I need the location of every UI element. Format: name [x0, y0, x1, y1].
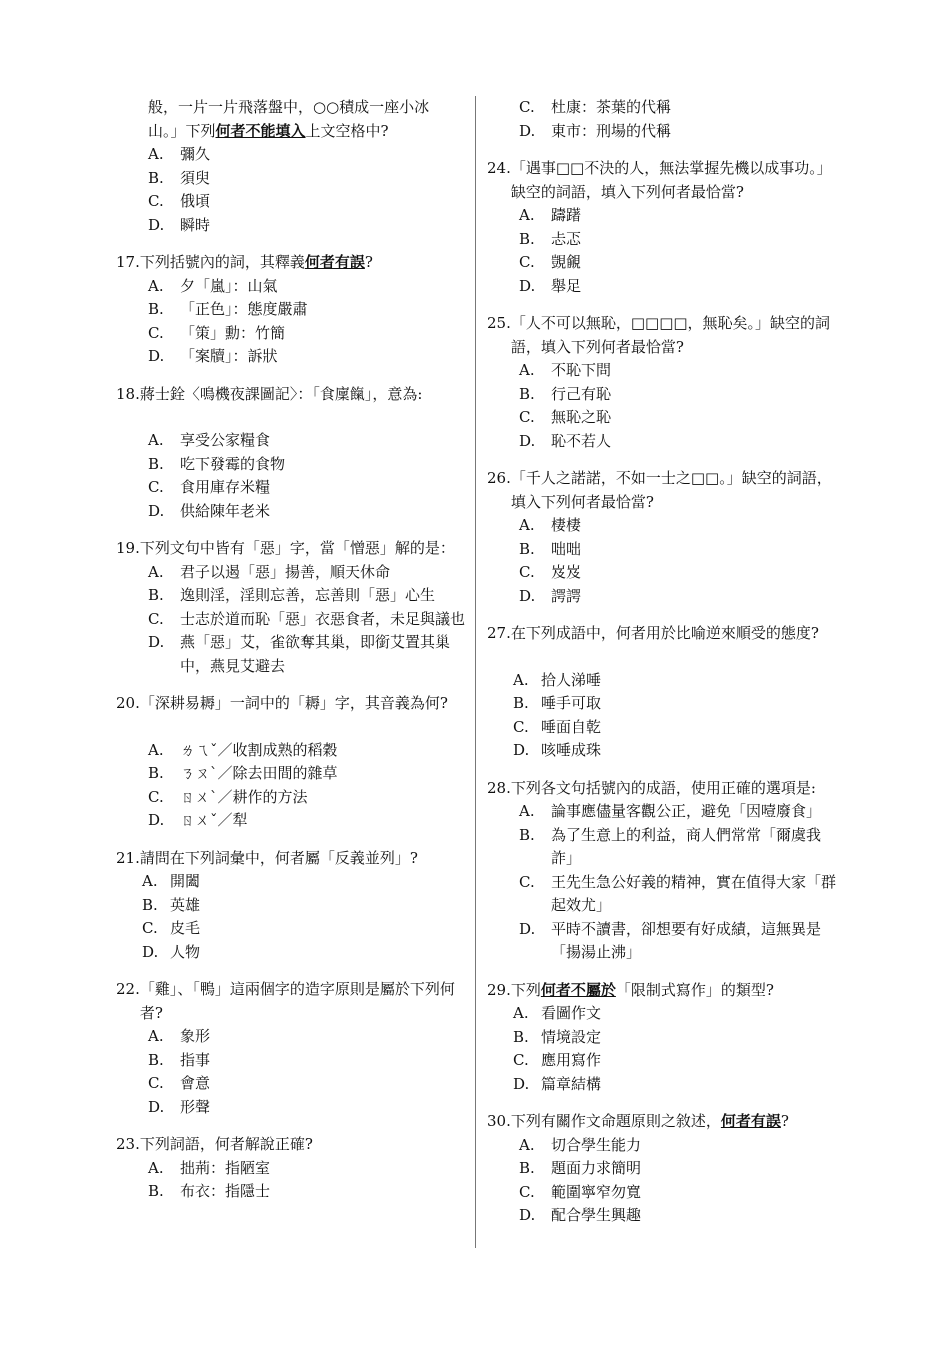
option-list — [487, 800, 837, 965]
option-letter: D. — [142, 942, 159, 961]
question-21 — [116, 847, 466, 965]
option-text: 看圖作文 — [541, 1004, 602, 1022]
option-letter: C. — [513, 717, 529, 736]
option-c — [487, 716, 837, 740]
option-text: 指事 — [180, 1050, 211, 1069]
option-text: 忐忑 — [551, 229, 582, 248]
option-text: 君子以遏「惡」揚善，順天休命 — [180, 562, 391, 581]
question-text: 請問在下列詞彙中，何者屬「反義並列」? — [139, 848, 418, 867]
option-text: 布衣：指隱士 — [180, 1182, 271, 1200]
option-letter: D. — [519, 431, 536, 450]
option-text: ㄋㄡˋ／除去田間的雜草 — [180, 764, 338, 782]
option-text: 食用庫存米糧 — [180, 478, 271, 496]
option-list — [487, 204, 837, 298]
option-letter: D. — [519, 586, 536, 605]
option-d — [116, 500, 466, 524]
option-letter: A. — [519, 802, 535, 820]
question-text: 蔣士銓〈鳴機夜課圖記〉：「食廩餼」，意為: — [139, 384, 423, 403]
option-letter: A. — [148, 276, 164, 295]
option-letter: B. — [519, 384, 535, 403]
question-27 — [487, 622, 837, 763]
option-c — [487, 1181, 837, 1205]
question-23-continued — [487, 96, 837, 143]
option-text: 咄咄 — [551, 539, 582, 558]
option-letter: A. — [513, 1004, 529, 1022]
option-letter: A. — [519, 516, 535, 534]
option-letter: D. — [148, 215, 165, 234]
question-29 — [487, 979, 837, 1097]
option-letter: B. — [148, 764, 164, 782]
option-text: 舉足 — [551, 276, 582, 295]
option-text: 論事應儘量客觀公正，避免「因噎廢食」 — [551, 802, 822, 820]
question-text: 「千人之諾諾，不如一士之□□。」缺空的詞語，填入下列何者最恰當? — [510, 469, 832, 511]
option-text: 為了生意上的利益，商人們常常「爾虞我詐」 — [551, 825, 822, 867]
question-number: 20. — [116, 694, 140, 712]
question-20 — [116, 692, 466, 833]
option-c — [487, 1049, 837, 1073]
option-a — [116, 429, 466, 453]
option-text: 唾手可取 — [541, 694, 602, 712]
option-c — [116, 1072, 466, 1096]
option-letter: A. — [148, 431, 164, 449]
option-d — [487, 739, 837, 763]
option-text: 俄頃 — [180, 192, 211, 210]
question-16-line-2: 山。」下列何者不能填入上文空格中? — [148, 121, 389, 140]
option-list — [116, 1025, 466, 1119]
question-text: 下列詞語，何者解說正確? — [139, 1135, 313, 1153]
option-a — [116, 275, 466, 299]
option-d — [116, 631, 466, 678]
option-d — [116, 941, 466, 965]
option-b — [487, 1026, 837, 1050]
option-b — [116, 298, 466, 322]
question-22 — [116, 978, 466, 1119]
option-b — [116, 762, 466, 786]
option-letter: D. — [148, 633, 165, 651]
option-b — [487, 692, 837, 716]
option-text: 棲棲 — [551, 516, 582, 534]
option-list — [116, 1157, 466, 1204]
option-c — [487, 406, 837, 430]
option-a — [487, 1002, 837, 1026]
question-text: 「深耕易耨」一詞中的「耨」字，其音義為何? — [139, 694, 448, 712]
option-text: 逸則淫，淫則忘善，忘善則「惡」心生 — [180, 586, 436, 604]
option-c — [116, 476, 466, 500]
question-number: 21. — [116, 848, 140, 867]
option-letter: D. — [519, 121, 536, 140]
option-letter: D. — [519, 919, 536, 938]
option-letter: C. — [148, 787, 164, 806]
option-text: 會意 — [180, 1074, 211, 1092]
option-letter: C. — [519, 563, 535, 581]
option-b — [487, 383, 837, 407]
option-letter: B. — [148, 168, 164, 187]
option-text: 瞬時 — [180, 215, 211, 234]
option-b — [116, 453, 466, 477]
option-letter: A. — [148, 740, 164, 759]
option-text: 應用寫作 — [541, 1051, 602, 1069]
option-a — [487, 800, 837, 824]
option-text: 平時不讀書，卻想要有好成績，這無異是「揚湯止沸」 — [551, 919, 822, 961]
option-text: 開闔 — [170, 872, 201, 890]
option-a — [487, 359, 837, 383]
option-list — [116, 739, 466, 833]
question-text: 下列括號內的詞，其釋義何者有誤? — [139, 253, 373, 271]
option-letter: D. — [519, 276, 536, 295]
question-number: 17. — [116, 253, 140, 271]
option-c — [116, 608, 466, 632]
option-text: 燕「惡」艾，雀欲奪其巢，即銜艾置其巢中，燕見艾避去 — [180, 633, 451, 675]
option-d — [487, 430, 837, 454]
emphasis: 何者不屬於 — [540, 980, 616, 999]
option-b — [116, 167, 466, 191]
option-text: 夕「嵐」：山氣 — [180, 276, 278, 295]
option-b — [487, 228, 837, 252]
option-d — [487, 1204, 837, 1228]
option-d — [116, 809, 466, 833]
option-letter: D. — [148, 347, 165, 365]
question-16-line-1: 般，一片一片飛落盤中，○○積成一座小冰 — [148, 98, 430, 116]
option-text: 拙荊：指陋室 — [180, 1158, 271, 1177]
option-letter: C. — [519, 1182, 535, 1201]
option-d — [116, 345, 466, 369]
option-d — [487, 120, 837, 144]
option-a — [487, 204, 837, 228]
option-letter: D. — [148, 501, 165, 520]
question-30 — [487, 1110, 837, 1228]
option-text: ㄌㄟˇ／收割成熟的稻穀 — [180, 740, 338, 759]
option-list — [116, 561, 466, 679]
option-letter: D. — [148, 811, 165, 829]
option-a — [116, 1157, 466, 1181]
option-d — [116, 214, 466, 238]
question-26 — [487, 467, 837, 608]
option-letter: A. — [148, 145, 164, 163]
option-c — [487, 251, 837, 275]
option-text: 情境設定 — [541, 1027, 602, 1046]
option-text: 咳唾成珠 — [541, 741, 602, 759]
option-letter: B. — [142, 895, 158, 914]
left-column — [116, 96, 466, 1218]
option-letter: C. — [148, 1074, 164, 1092]
option-letter: C. — [519, 253, 535, 271]
question-text: 「遇事□□不決的人，無法掌握先機以成事功。」缺空的詞語，填入下列何者最恰當? — [510, 159, 832, 201]
question-text: 下列何者不屬於「限制式寫作」的類型? — [510, 980, 774, 999]
question-number: 29. — [487, 980, 511, 999]
option-text: 英雄 — [170, 895, 201, 914]
question-number: 30. — [487, 1112, 511, 1130]
option-a — [116, 143, 466, 167]
option-letter: A. — [142, 872, 158, 890]
column-divider — [475, 96, 476, 1248]
option-c — [487, 561, 837, 585]
option-text: 皮毛 — [170, 919, 201, 937]
option-text: 士志於道而恥「惡」衣惡食者，未足與議也 — [180, 609, 466, 628]
option-letter: D. — [148, 1097, 165, 1116]
option-letter: A. — [513, 670, 529, 689]
option-text: 行己有恥 — [551, 384, 612, 403]
option-letter: A. — [519, 206, 535, 224]
option-letter: C. — [148, 478, 164, 496]
option-list — [487, 1134, 837, 1228]
question-text: 「雞」、「鴨」這兩個字的造字原則是屬於下列何者? — [139, 980, 455, 1022]
option-d — [487, 585, 837, 609]
option-text: 「案牘」：訴狀 — [180, 347, 278, 365]
option-text: 享受公家糧食 — [180, 431, 271, 449]
question-number: 28. — [487, 778, 511, 797]
option-text: 吃下發霉的食物 — [180, 454, 286, 473]
option-letter: C. — [148, 609, 164, 628]
option-a — [487, 669, 837, 693]
option-b — [487, 824, 837, 871]
option-text: 配合學生興趣 — [551, 1206, 642, 1224]
question-number: 19. — [116, 539, 140, 557]
question-23 — [116, 1133, 466, 1204]
option-letter: B. — [519, 1159, 535, 1177]
option-list — [116, 870, 466, 964]
emphasis: 何者有誤 — [720, 1112, 781, 1130]
option-letter: C. — [148, 192, 164, 210]
option-text: 切合學生能力 — [551, 1135, 642, 1154]
option-c — [116, 190, 466, 214]
question-text: 下列各文句括號內的成語，使用正確的選項是: — [510, 778, 816, 797]
question-number: 24. — [487, 159, 511, 177]
option-text: 唾面自乾 — [541, 717, 602, 736]
emphasis: 何者不能填入 — [215, 121, 306, 140]
question-24 — [487, 157, 837, 298]
option-letter: C. — [142, 919, 158, 937]
option-letter: D. — [513, 741, 530, 759]
option-letter: D. — [519, 1206, 536, 1224]
question-text: 在下列成語中，何者用於比喻逆來順受的態度? — [510, 624, 819, 642]
option-list — [487, 96, 837, 143]
option-letter: B. — [148, 454, 164, 473]
option-letter: B. — [519, 825, 535, 844]
option-letter: B. — [148, 1050, 164, 1069]
option-letter: B. — [519, 229, 535, 248]
option-list — [487, 669, 837, 763]
option-a — [116, 561, 466, 585]
option-d — [487, 918, 837, 965]
option-list — [116, 429, 466, 523]
option-letter: B. — [148, 1182, 164, 1200]
option-letter: C. — [148, 323, 164, 342]
question-text: 下列文句中皆有「惡」字，當「憎惡」解的是： — [139, 539, 455, 557]
option-b — [116, 894, 466, 918]
option-b — [487, 1157, 837, 1181]
question-number: 26. — [487, 469, 511, 487]
option-d — [116, 1096, 466, 1120]
option-list — [487, 359, 837, 453]
option-letter: B. — [519, 539, 535, 558]
right-column — [487, 96, 837, 1242]
option-text: 諤諤 — [551, 586, 582, 605]
option-d — [487, 275, 837, 299]
option-text: 拾人涕唾 — [541, 670, 602, 689]
option-text: 「策」勳：竹簡 — [180, 323, 286, 342]
option-list — [116, 275, 466, 369]
option-text: 人物 — [170, 942, 201, 961]
option-a — [487, 514, 837, 538]
question-number: 22. — [116, 980, 140, 998]
option-a — [116, 1025, 466, 1049]
option-text: 供給陳年老米 — [180, 501, 271, 520]
option-letter: A. — [519, 1135, 535, 1154]
option-text: 不恥下問 — [551, 361, 612, 379]
option-text: 形聲 — [180, 1097, 211, 1116]
option-text: 彌久 — [180, 145, 211, 163]
option-text: 象形 — [180, 1027, 211, 1045]
question-text: 「人不可以無恥，□□□□，無恥矣。」缺空的詞語，填入下列何者最恰當? — [510, 314, 831, 356]
option-list — [487, 514, 837, 608]
option-a — [116, 739, 466, 763]
option-text: 無恥之恥 — [551, 408, 612, 426]
option-letter: A. — [519, 361, 535, 379]
option-text: 王先生急公好義的精神，實在值得大家「群起效尤」 — [551, 872, 837, 914]
option-d — [487, 1073, 837, 1097]
option-letter: B. — [148, 300, 164, 318]
option-text: 篇章結構 — [541, 1074, 602, 1093]
option-letter: C. — [519, 408, 535, 426]
option-list — [487, 1002, 837, 1096]
question-19 — [116, 537, 466, 678]
option-b — [116, 584, 466, 608]
option-c — [116, 786, 466, 810]
option-letter: C. — [513, 1051, 529, 1069]
option-c — [487, 871, 837, 918]
option-c — [116, 917, 466, 941]
option-letter: D. — [513, 1074, 530, 1093]
question-18 — [116, 383, 466, 524]
option-b — [487, 538, 837, 562]
option-text: ㄖㄨˇ／犁 — [180, 811, 248, 829]
question-17 — [116, 251, 466, 369]
option-text: 恥不若人 — [551, 431, 612, 450]
question-number: 18. — [116, 384, 140, 403]
question-text: 下列有關作文命題原則之敘述，何者有誤? — [510, 1112, 789, 1130]
option-text: 覬覦 — [551, 253, 582, 271]
question-16 — [116, 96, 466, 237]
option-text: 範圍寧窄勿寬 — [551, 1182, 642, 1201]
option-text: 躊躇 — [551, 206, 582, 224]
option-list — [116, 143, 466, 237]
option-text: ㄖㄨˋ／耕作的方法 — [180, 787, 308, 806]
emphasis: 何者有誤 — [304, 253, 365, 271]
option-letter: C. — [519, 872, 535, 891]
option-c — [487, 96, 837, 120]
option-text: 須臾 — [180, 168, 211, 187]
option-letter: B. — [513, 1027, 529, 1046]
question-28 — [487, 777, 837, 965]
option-letter: B. — [513, 694, 529, 712]
option-letter: A. — [148, 1027, 164, 1045]
question-number: 25. — [487, 314, 511, 332]
option-a — [487, 1134, 837, 1158]
option-text: 題面力求簡明 — [551, 1159, 642, 1177]
option-a — [116, 870, 466, 894]
option-text: 岌岌 — [551, 563, 582, 581]
question-number: 27. — [487, 624, 511, 642]
question-number: 23. — [116, 1135, 140, 1153]
option-text: 「正色」：態度嚴肅 — [180, 300, 308, 318]
option-letter: A. — [148, 1158, 164, 1177]
option-b — [116, 1049, 466, 1073]
option-c — [116, 322, 466, 346]
option-letter: A. — [148, 562, 164, 581]
option-text: 杜康：茶葉的代稱 — [551, 98, 672, 116]
option-letter: C. — [519, 98, 535, 116]
option-b — [116, 1180, 466, 1204]
option-text: 東市：刑場的代稱 — [551, 121, 672, 140]
question-25 — [487, 312, 837, 453]
option-letter: B. — [148, 586, 164, 604]
